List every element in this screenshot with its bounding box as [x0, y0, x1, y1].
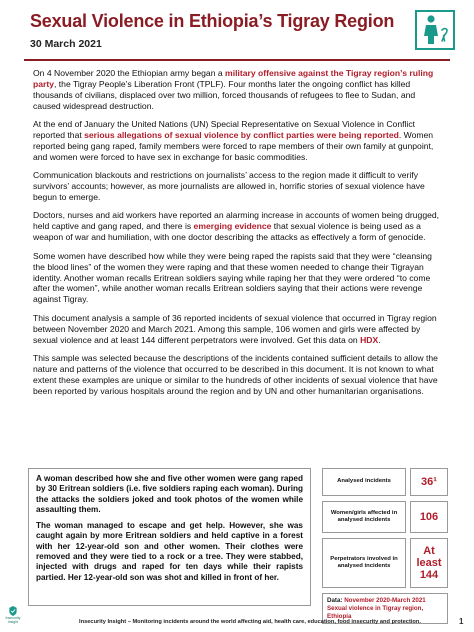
stat-label: Analysed incidents	[322, 468, 406, 496]
stats-panel	[322, 468, 448, 624]
paragraph-text: Communication blackouts and restrictions on journalists’ access to the region made it difficult to verify survivors’ accounts; however, as more journalists are allowed in, horrific stories of sexual violence have begun to emerge.	[33, 170, 425, 203]
body-paragraph	[33, 251, 441, 306]
paragraph-text: This sample was selected because the descriptions of the incidents contained sufficient details to allow the nature and patterns of the violence that occurred to be described in this document. It is not known to what extent these examples are unique or similar to the hundreds of other incidents of sexual violence that have been reported by various hospitals around the region and by UN and other humanitarian organisations.	[33, 352, 438, 396]
highlighted-link[interactable]: military offensive against the Tigray region’s ruling party	[33, 68, 434, 89]
body-paragraph	[33, 353, 441, 397]
page-date: 30 March 2021	[30, 38, 102, 50]
stat-label: Perpetrators involved in analysed incidents	[322, 538, 406, 588]
paragraph-text: , the Tigray People’s Liberation Front (TPLF). Four months later the ongoing conflict has killed thousands of civilians, displaced over two million, forced thousands of refugees to flee to Sudan, and caused widespread destruction.	[33, 78, 416, 111]
stat-value: 106	[410, 501, 448, 533]
highlighted-link[interactable]: HDX	[360, 334, 379, 345]
paragraph-text: On 4 November 2020 the Ethiopian army began a	[33, 68, 226, 78]
stat-label: Women/girls affected in analysed incidents	[322, 501, 406, 533]
paragraph-text: Doctors, nurses and aid workers have reported an alarming increase in accounts of women being drugged, held captive and gang raped, and there is	[33, 210, 440, 232]
title-divider	[24, 59, 450, 61]
paragraph-text: Some women have described how while they were being raped the rapists said that they were “cleansing the blood lines” of the women they were raping and that these women needed to change their Tigrayan identity. Another woman recalls Eritrean soldiers saying while raping her that they were ordered “to come after the women”, while another woman recalls Eritrean soldiers saying that their actions were revenge against Tigray.	[33, 250, 432, 305]
data-source-link[interactable]: November 2020-March 2021 Sexual violence in Tigray region, Ethiopia	[327, 597, 426, 620]
stat-analysed-incidents	[322, 468, 448, 496]
highlighted-link[interactable]: emerging evidence	[193, 221, 272, 232]
stat-perpetrators	[322, 538, 448, 588]
stat-value: At least 144	[410, 538, 448, 588]
stat-value: 36¹	[410, 468, 448, 496]
body-text	[33, 68, 441, 404]
body-paragraph	[33, 210, 441, 243]
body-paragraph	[33, 68, 441, 112]
page-title: Sexual Violence in Ethiopia’s Tigray Region	[30, 11, 395, 31]
logo-text: Insecurity Insight	[5, 616, 21, 624]
body-paragraph	[33, 119, 441, 163]
insecurity-insight-logo	[4, 606, 22, 624]
survivor-story-box	[28, 468, 311, 606]
highlighted-link[interactable]: serious allegations of sexual violence by conflict parties were being reported	[84, 130, 399, 141]
data-label: Data:	[327, 597, 345, 604]
body-paragraph	[33, 170, 441, 203]
story-paragraph: The woman managed to escape and get help. However, she was caught again by more Eritrean soldiers and held captive in a forest with her 12-year-old son and other women. Their clothes were removed and they were tied to a rock or a tree. They were stabbed, injected with drugs and raped for ten days while their rapists partied. Her 12-year-old son was shot and killed in front of her.	[36, 521, 303, 582]
paragraph-text: that sexual violence is being used as a weapon of war and humiliation, with one doctor describing the attacks as effectively a form of genocide.	[33, 221, 426, 243]
body-paragraph	[33, 313, 441, 346]
person-ribbon-icon	[415, 10, 455, 50]
story-paragraph: A woman described how she and five other women were gang raped by 30 Eritrean soldiers (i.e. five soldiers raping each woman). During the attacks the soldiers joked and took photos of the women while assaulting them.	[36, 474, 303, 514]
page-number: 1	[459, 617, 464, 626]
stat-women-affected	[322, 501, 448, 533]
footer-text: Insecurity Insight – Monitoring incidents around the world affecting aid, health care, education, food insecurity and protection.	[79, 619, 421, 625]
paragraph-text: . Women reported being gang raped, family members were forced to rape members of their own family at gunpoint, and women were forced to have sex in exchange for basic commodities.	[33, 130, 434, 162]
paragraph-text: This document analysis a sample of 36 reported incidents of sexual violence that occurred in Tigray region between November 2020 and March 2021. Among this sample, 106 women and girls were affected by sexual violence and at least 144 different perpetrators were involved. Get this data on	[33, 312, 437, 345]
paragraph-text: At the end of January the United Nations (UN) Special Representative on Sexual Violence in Conflict reported that	[33, 119, 415, 141]
paragraph-text: .	[378, 334, 381, 345]
